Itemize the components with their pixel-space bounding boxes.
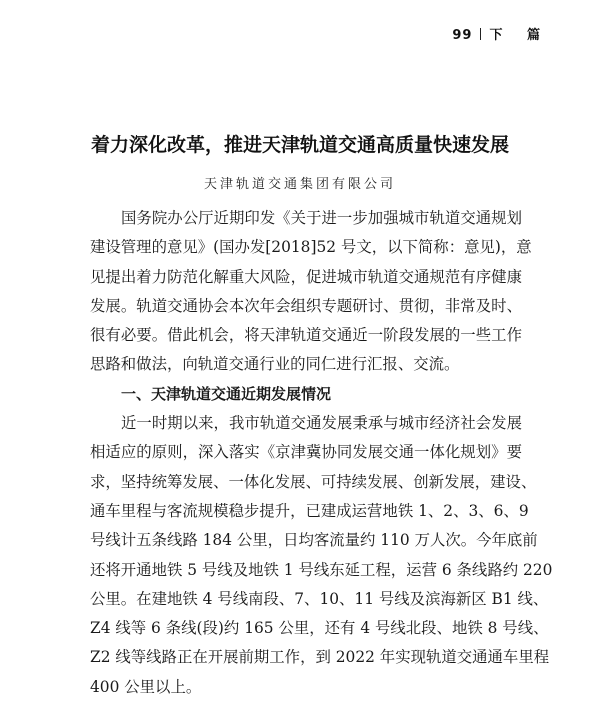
paragraph-line: 相适应的原则，深入落实《京津冀协同发展交通一体化规划》要 [90, 443, 522, 462]
paragraph-line: 国务院办公厅近期印发《关于进一步加强城市轨道交通规划 [121, 209, 522, 227]
paragraph-line: 发展。轨道交通协会本次年会组织专题研讨、贯彻，非常及时、 [90, 296, 522, 315]
paragraph-line: Z2 线等线路正在开展前期工作，到 2022 年实现轨道交通通车里程 [90, 648, 550, 667]
header-divider [480, 28, 481, 40]
paragraph-line: 见提出着力防范化解重大风险，促进城市轨道交通规范有序健康 [90, 267, 522, 286]
section-label: 下 篇 [489, 28, 550, 43]
paragraph-line: 建设管理的意见》(国办发[2018]52 号文，以下简称：意见)，意 [90, 238, 532, 257]
section-heading: 一、天津轨道交通近期发展情况 [121, 384, 332, 403]
paragraph-line: 公里。在建地铁 4 号线南段、7、10、11 号线及滨海新区 B1 线、 [90, 589, 549, 608]
article-body [90, 204, 553, 702]
paragraph-line: 近一时期以来，我市轨道交通发展秉承与城市经济社会发展 [121, 414, 522, 433]
paragraph-line: 很有必要。借此机会，将天津轨道交通近一阶段发展的一些工作 [90, 326, 522, 345]
article-author: 天津轨道交通集团有限公司 [203, 177, 396, 192]
paragraph-line: 思路和做法，向轨道交通行业的同仁进行汇报、交流。 [90, 355, 460, 374]
paragraph-line: 400 公里以上。 [90, 677, 202, 696]
paragraph-line: 还将开通地铁 5 号线及地铁 1 号线东延工程，运营 6 条线路约 220 [90, 560, 553, 579]
article-title: 着力深化改革，推进天津轨道交通高质量快速发展 [90, 134, 509, 156]
page-number: 99 [452, 28, 473, 43]
paragraph-line: 求，坚持统筹发展、一体化发展、可持续发展、创新发展，建设、 [90, 472, 537, 491]
paragraph-line: Z4 线等 6 条线(段)约 165 公里，还有 4 号线北段、地铁 8 号线、 [90, 619, 549, 638]
paragraph-line: 通车里程与客流规模稳步提升，已建成运营地铁 1、2、3、6、9 [90, 501, 529, 520]
paragraph-line: 号线计五条线路 184 公里，日均客流量约 110 万人次。今年底前 [90, 531, 538, 550]
running-header [452, 24, 550, 43]
